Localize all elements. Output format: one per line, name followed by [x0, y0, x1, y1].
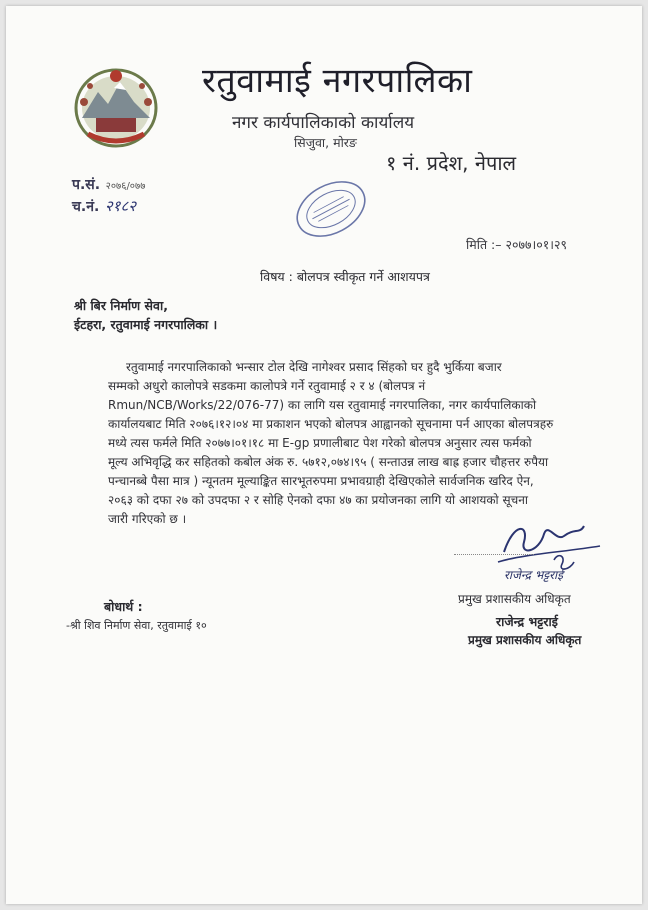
- body-line: रतुवामाई नगरपालिकाको भन्सार टोल देखि नागेश्वर प्रसाद सिंहको घर हुदै भुर्किया बजार: [126, 360, 502, 374]
- signature-line: [454, 554, 534, 555]
- letter-page: [6, 6, 642, 904]
- body-line: Rmun/NCB/Works/22/076-77) का लागि यस रतुवामाई नगरपालिका, नगर कार्यपालिकाको: [108, 398, 537, 412]
- province-name: १ नं. प्रदेश, नेपाल: [386, 151, 517, 175]
- body-line: मध्ये त्यस फर्मले मिति २०७७।०१।१८ मा E-gp प्रणालीबाट पेश गरेको बोलपत्र अनुसार त्यस फर्मको: [108, 436, 532, 450]
- cc-label: बोधार्थ :: [104, 599, 143, 614]
- org-name: रतुवामाई नगरपालिका: [202, 61, 473, 101]
- cn-label: च.नं.: [72, 199, 100, 215]
- cn-value: २१८२: [104, 197, 137, 215]
- office-location: सिजुवा, मोरङ: [294, 135, 357, 150]
- addressee-line: ईटहरा, रतुवामाई नगरपालिका ।: [74, 317, 218, 332]
- letter-body: [108, 358, 598, 529]
- letter-date: मिति :– २०७७।०१।२९: [466, 237, 567, 252]
- ps-value: २०७६/०७७: [105, 181, 146, 192]
- letter-subject: विषय : बोलपत्र स्वीकृत गर्ने आशयपत्र: [260, 269, 430, 284]
- body-line: जारी गरिएको छ ।: [108, 512, 187, 526]
- signer-stamp-name: राजेन्द्र भट्टराई: [496, 614, 558, 629]
- body-line: कार्यालयबाट मिति २०७६।१२।०४ मा प्रकाशन भएको बोलपत्र आह्वानको सूचनामा पर्न आएका बोलपत्रहरु: [108, 417, 554, 431]
- signature-handwritten-name: राजेन्द्र भट्टराई: [504, 568, 564, 582]
- ps-label: प.सं.: [72, 177, 101, 193]
- body-line: सम्मको अधुरो कालोपत्रे सडकमा कालोपत्रे गर्ने रतुवामाई २ र ४ (बोलपत्र नं: [108, 379, 426, 393]
- signer-stamp-title: प्रमुख प्रशासकीय अधिकृत: [468, 633, 582, 647]
- reference-cn: [72, 196, 136, 216]
- office-round-stamp-icon: [286, 174, 376, 244]
- addressee: [74, 296, 217, 334]
- body-line: पन्चानब्बे पैसा मात्र ) न्यूनतम मूल्याङ्कित सारभूतरुपमा प्रभावग्राही देखिएकोले सार्वजनिक खरिद ऐन,: [108, 474, 534, 488]
- addressee-line: श्री बिर निर्माण सेवा,: [74, 298, 168, 313]
- office-name: नगर कार्यपालिकाको कार्यालय: [232, 113, 415, 133]
- body-line: मूल्य अभिवृद्धि कर सहितको कबोल अंक रु. ५७१२,०७४।९५ ( सन्ताउन्न लाख बाह्र हजार चौहत्तर रुपैया: [108, 455, 549, 469]
- cc-line: -श्री शिव निर्माण सेवा, रतुवामाई १०: [66, 619, 207, 632]
- reference-ps: [72, 174, 145, 194]
- nepal-government-emblem-icon: [68, 62, 164, 150]
- signer-title: प्रमुख प्रशासकीय अधिकृत: [458, 592, 571, 606]
- body-line: २०६३ को दफा २७ को उपदफा २ र सोहि ऐनको दफा ४७ का प्रयोजनका लागि यो आशयको सूचना: [108, 493, 528, 507]
